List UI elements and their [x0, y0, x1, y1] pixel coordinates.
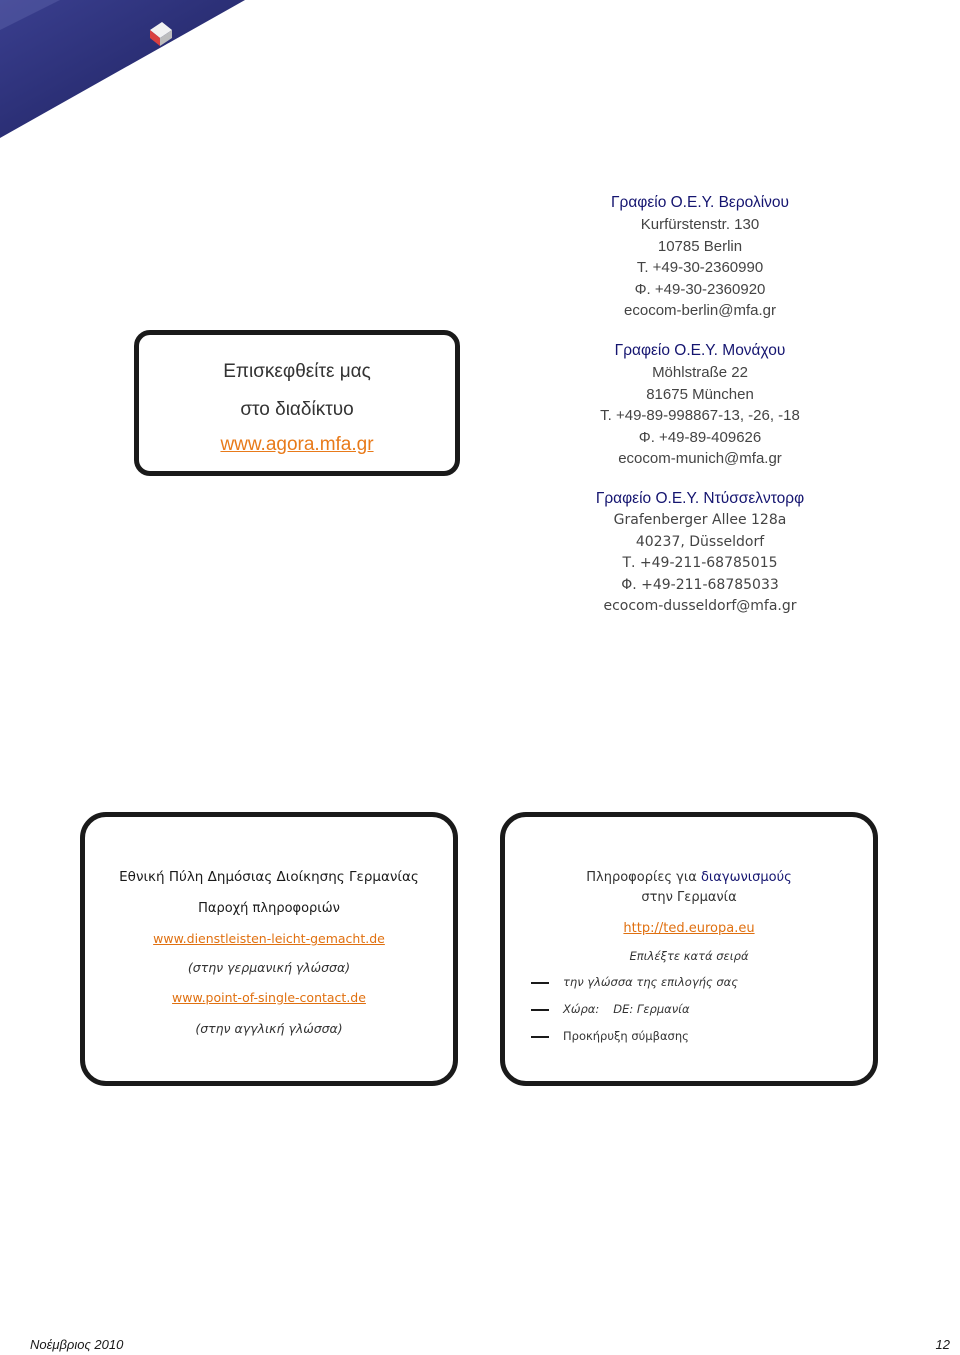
step-country-value: DE: Γερμανία [613, 1002, 690, 1016]
german-language-note: (στην γερμανική γλώσσα) [187, 960, 351, 975]
step-language: την γλώσσα της επιλογής σας [563, 975, 738, 989]
office-street: Möhlstraße 22 [652, 363, 748, 381]
english-language-note: (στην αγγλική γλώσσα) [195, 1021, 343, 1036]
cube-logo-icon [0, 0, 250, 140]
dash-icon [531, 982, 549, 984]
website-box [134, 330, 460, 476]
ted-link[interactable]: http://ted.europa.eu [623, 921, 755, 936]
office-fax: Φ. +49-30-2360920 [634, 280, 766, 298]
agora-link[interactable]: www.agora.mfa.gr [220, 434, 374, 455]
heading-prefix: Πληροφορίες για [586, 870, 701, 885]
dash-icon [531, 1009, 549, 1011]
office-email[interactable]: ecocom-dusseldorf@mfa.gr [603, 598, 797, 615]
office-berlin [575, 192, 825, 322]
tenders-box [500, 812, 878, 1086]
office-title: Γραφείο Ο.Ε.Υ. Ντύσσελντορφ [595, 489, 805, 507]
office-city: 81675 München [646, 385, 754, 403]
box-heading: Εθνική Πύλη Δημόσιας Διοίκησης Γερμανίας [119, 869, 419, 885]
instruction-text: Επιλέξτε κατά σειρά [629, 949, 749, 963]
online-line: στο διαδίκτυο [240, 399, 354, 420]
german-portal-link[interactable]: www.dienstleisten-leicht-gemacht.de [153, 931, 385, 946]
box-subheading: Παροχή πληροφοριών [198, 901, 340, 916]
public-administration-box [80, 812, 458, 1086]
office-phone: Τ. +49-211-68785015 [622, 555, 778, 572]
box-heading-line2: στην Γερμανία [641, 890, 737, 905]
step-item [563, 1029, 689, 1043]
office-munich [575, 340, 825, 470]
step-item [563, 1002, 690, 1016]
dash-icon [531, 1036, 549, 1038]
page-number: 12 [935, 1337, 950, 1352]
visit-us-line: Επισκεφθείτε μας [223, 361, 371, 382]
office-phone: Τ. +49-89-998867-13, -26, -18 [600, 407, 800, 425]
step-contract-notice: Προκήρυξη σύμβασης [563, 1029, 689, 1043]
office-title: Γραφείο Ο.Ε.Υ. Μονάχου [614, 341, 786, 359]
step-country-label: Χώρα: [563, 1002, 600, 1016]
office-city: 10785 Berlin [657, 237, 743, 255]
office-dusseldorf [575, 488, 825, 618]
office-contacts [575, 192, 825, 618]
office-title: Γραφείο Ο.Ε.Υ. Βερολίνου [610, 194, 790, 211]
box-heading [505, 870, 873, 885]
footer-date: Νοέμβριος 2010 [30, 1337, 124, 1352]
english-portal-link[interactable]: www.point-of-single-contact.de [172, 990, 366, 1005]
office-street: Kurfürstenstr. 130 [640, 216, 760, 233]
office-phone: Τ. +49-30-2360990 [636, 259, 764, 277]
heading-bold: διαγωνισμούς [700, 870, 792, 885]
office-email[interactable]: ecocom-munich@mfa.gr [618, 450, 782, 468]
office-fax: Φ. +49-89-409626 [638, 428, 762, 446]
office-fax: Φ. +49-211-68785033 [621, 576, 779, 593]
office-email[interactable]: ecocom-berlin@mfa.gr [624, 302, 776, 320]
office-street: Grafenberger Allee 128a [613, 511, 787, 528]
office-city: 40237, Düsseldorf [635, 533, 765, 550]
step-item [563, 975, 738, 989]
